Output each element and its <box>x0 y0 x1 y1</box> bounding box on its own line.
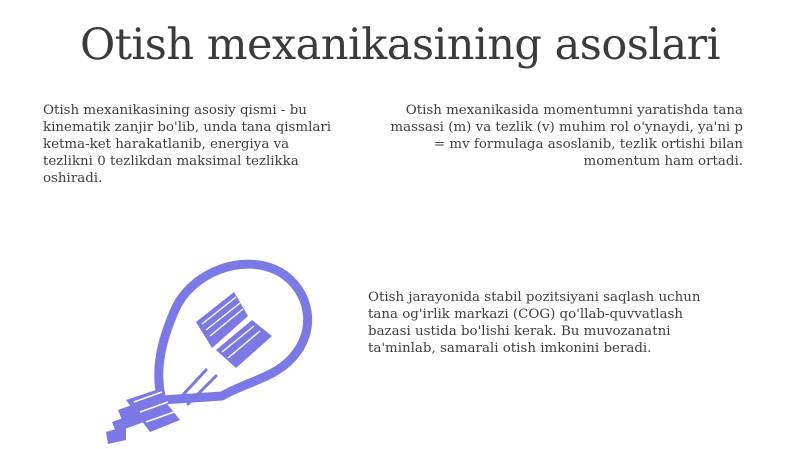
paragraph-center-of-gravity: Otish jarayonida stabil pozitsiyani saqlash uchun tana og'irlik markazi (COG) qo'llab-quvvatlash bazasi ustida bo'lishi kerak. Bu muvozanatni ta'minlab, samarali otish imkonini beradi. <box>368 290 701 356</box>
slide-title: Otish mexanikasining asoslari <box>80 20 720 70</box>
paragraph-momentum: Otish mexanikasida momentumni yaratishda tana massasi (m) va tezlik (v) muhim rol o'ynaydi, ya'ni p = mv formulaga asoslanib, tezlik ortishi bilan momentum ham ortadi. <box>390 103 743 169</box>
lightbulb-book-icon <box>96 250 316 449</box>
paragraph-kinematic-chain: Otish mexanikasining asosiy qismi - bu kinematik zanjir bo'lib, unda tana qismlari ketma-ket harakatlanib, energiya va tezlikni 0 tezlikdan maksimal tezlikka oshiradi. <box>43 103 332 186</box>
